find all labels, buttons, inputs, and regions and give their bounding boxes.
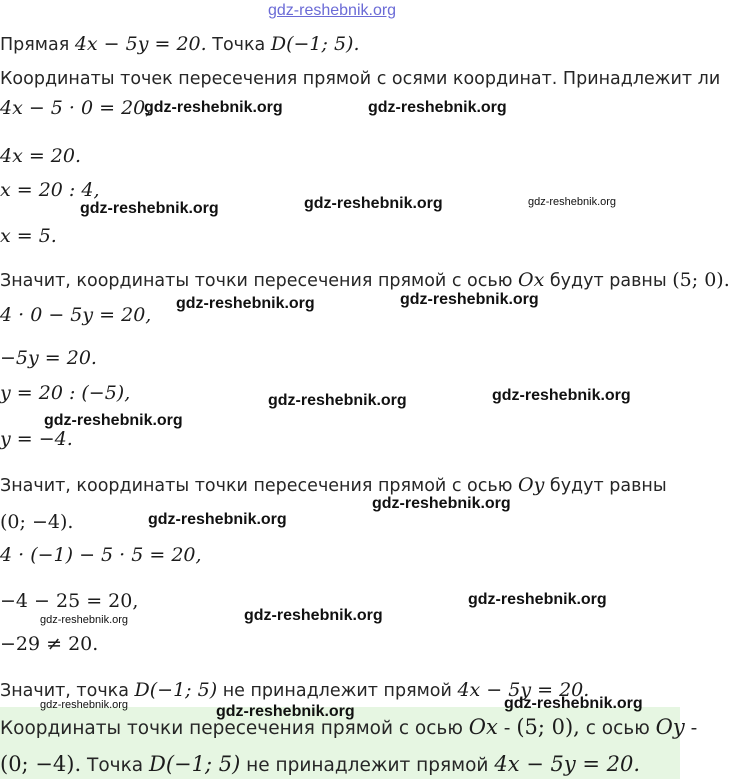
watermark: gdz-reshebnik.org — [80, 200, 219, 217]
watermark: gdz-reshebnik.org — [504, 695, 643, 712]
point-oy — [0, 510, 73, 535]
axis-ox: Ox — [468, 715, 498, 739]
text: будут равны — [549, 476, 667, 496]
math: −5y = 20. — [0, 347, 97, 369]
math: x = 5. — [0, 225, 57, 247]
text: не принадлежит прямой — [246, 755, 489, 776]
equation-line — [0, 144, 81, 169]
math: −4 − 25 = 20, — [0, 590, 139, 612]
watermark: gdz-reshebnik.org — [268, 392, 407, 409]
math: 4x = 20. — [0, 145, 82, 167]
text: Прямая — [0, 35, 70, 55]
line-equation: 4x − 5y = 20. — [74, 33, 207, 55]
conclusion-oy — [0, 473, 667, 498]
text: будут равны — [549, 271, 667, 291]
text: Точка — [87, 755, 144, 776]
line-equation: 4x − 5y = 20. — [457, 679, 590, 701]
math: y = −4. — [0, 428, 73, 450]
text: Точка — [212, 35, 266, 55]
watermark: gdz-reshebnik.org — [304, 195, 443, 212]
axis-ox: Ox — [518, 269, 545, 291]
text: - — [503, 718, 511, 739]
watermark: gdz-reshebnik.org — [40, 699, 129, 711]
watermark: gdz-reshebnik.org — [244, 607, 383, 624]
equation-line — [0, 381, 130, 406]
equation-line — [0, 96, 151, 121]
equation-line — [0, 303, 151, 328]
axis-oy: Oy — [518, 474, 545, 496]
point-d: D(−1; 5) — [148, 752, 241, 776]
equation-line — [0, 543, 202, 568]
text: с осью — [585, 718, 650, 739]
watermark: gdz-reshebnik.org — [44, 412, 183, 429]
watermark: gdz-reshebnik.org — [144, 99, 283, 116]
watermark: gdz-reshebnik.org — [468, 591, 607, 608]
equation-line — [0, 589, 138, 614]
point-oy: (0; −4). — [0, 752, 82, 776]
math: 4 · 0 − 5y = 20, — [0, 304, 152, 326]
watermark: gdz-reshebnik.org — [400, 291, 539, 308]
math: 4 · (−1) − 5 · 5 = 20, — [0, 544, 202, 566]
text: Координаты точки пересечения прямой с осью — [0, 718, 463, 739]
axis-oy: Oy — [655, 715, 685, 739]
watermark: gdz-reshebnik.org — [216, 703, 355, 720]
watermark: gdz-reshebnik.org — [528, 196, 617, 208]
text: Значит, координаты точки пересечения прямой с осью — [0, 271, 513, 291]
point-d: D(−1; 5). — [270, 33, 360, 55]
watermark: gdz-reshebnik.org — [176, 295, 315, 312]
watermark: gdz-reshebnik.org — [492, 387, 631, 404]
answer-line-2 — [0, 752, 640, 778]
point-ox: (5; 0). — [672, 269, 730, 291]
math: y = 20 : (−5), — [0, 382, 131, 404]
point-d: D(−1; 5) — [134, 679, 218, 701]
line-equation: 4x − 5y = 20. — [494, 752, 641, 776]
watermark: gdz-reshebnik.org — [372, 495, 511, 512]
math: (0; −4). — [0, 511, 74, 533]
watermark: gdz-reshebnik.org — [368, 99, 507, 116]
equation-line — [0, 224, 57, 249]
math: −29 ≠ 20. — [0, 633, 99, 655]
text: - — [690, 718, 698, 739]
text: не принадлежит прямой — [222, 681, 452, 701]
point-ox: (5; 0), — [516, 715, 580, 739]
equation-line — [0, 632, 98, 657]
watermark: gdz-reshebnik.org — [148, 511, 287, 528]
equation-line — [0, 427, 73, 452]
watermark: gdz-reshebnik.org — [40, 614, 129, 626]
math: 4x − 5 · 0 = 20, — [0, 97, 152, 119]
math: x = 20 : 4, — [0, 179, 100, 201]
problem-statement — [0, 32, 360, 57]
site-watermark-link[interactable]: gdz-reshebnik.org — [268, 2, 397, 19]
text: Значит, точка — [0, 681, 129, 701]
conclusion-ox — [0, 268, 730, 293]
question-text: Координаты точек пересечения прямой с осями координат. Принадлежит ли — [0, 69, 721, 89]
equation-line — [0, 346, 97, 371]
text: Значит, координаты точки пересечения прямой с осью — [0, 476, 513, 496]
